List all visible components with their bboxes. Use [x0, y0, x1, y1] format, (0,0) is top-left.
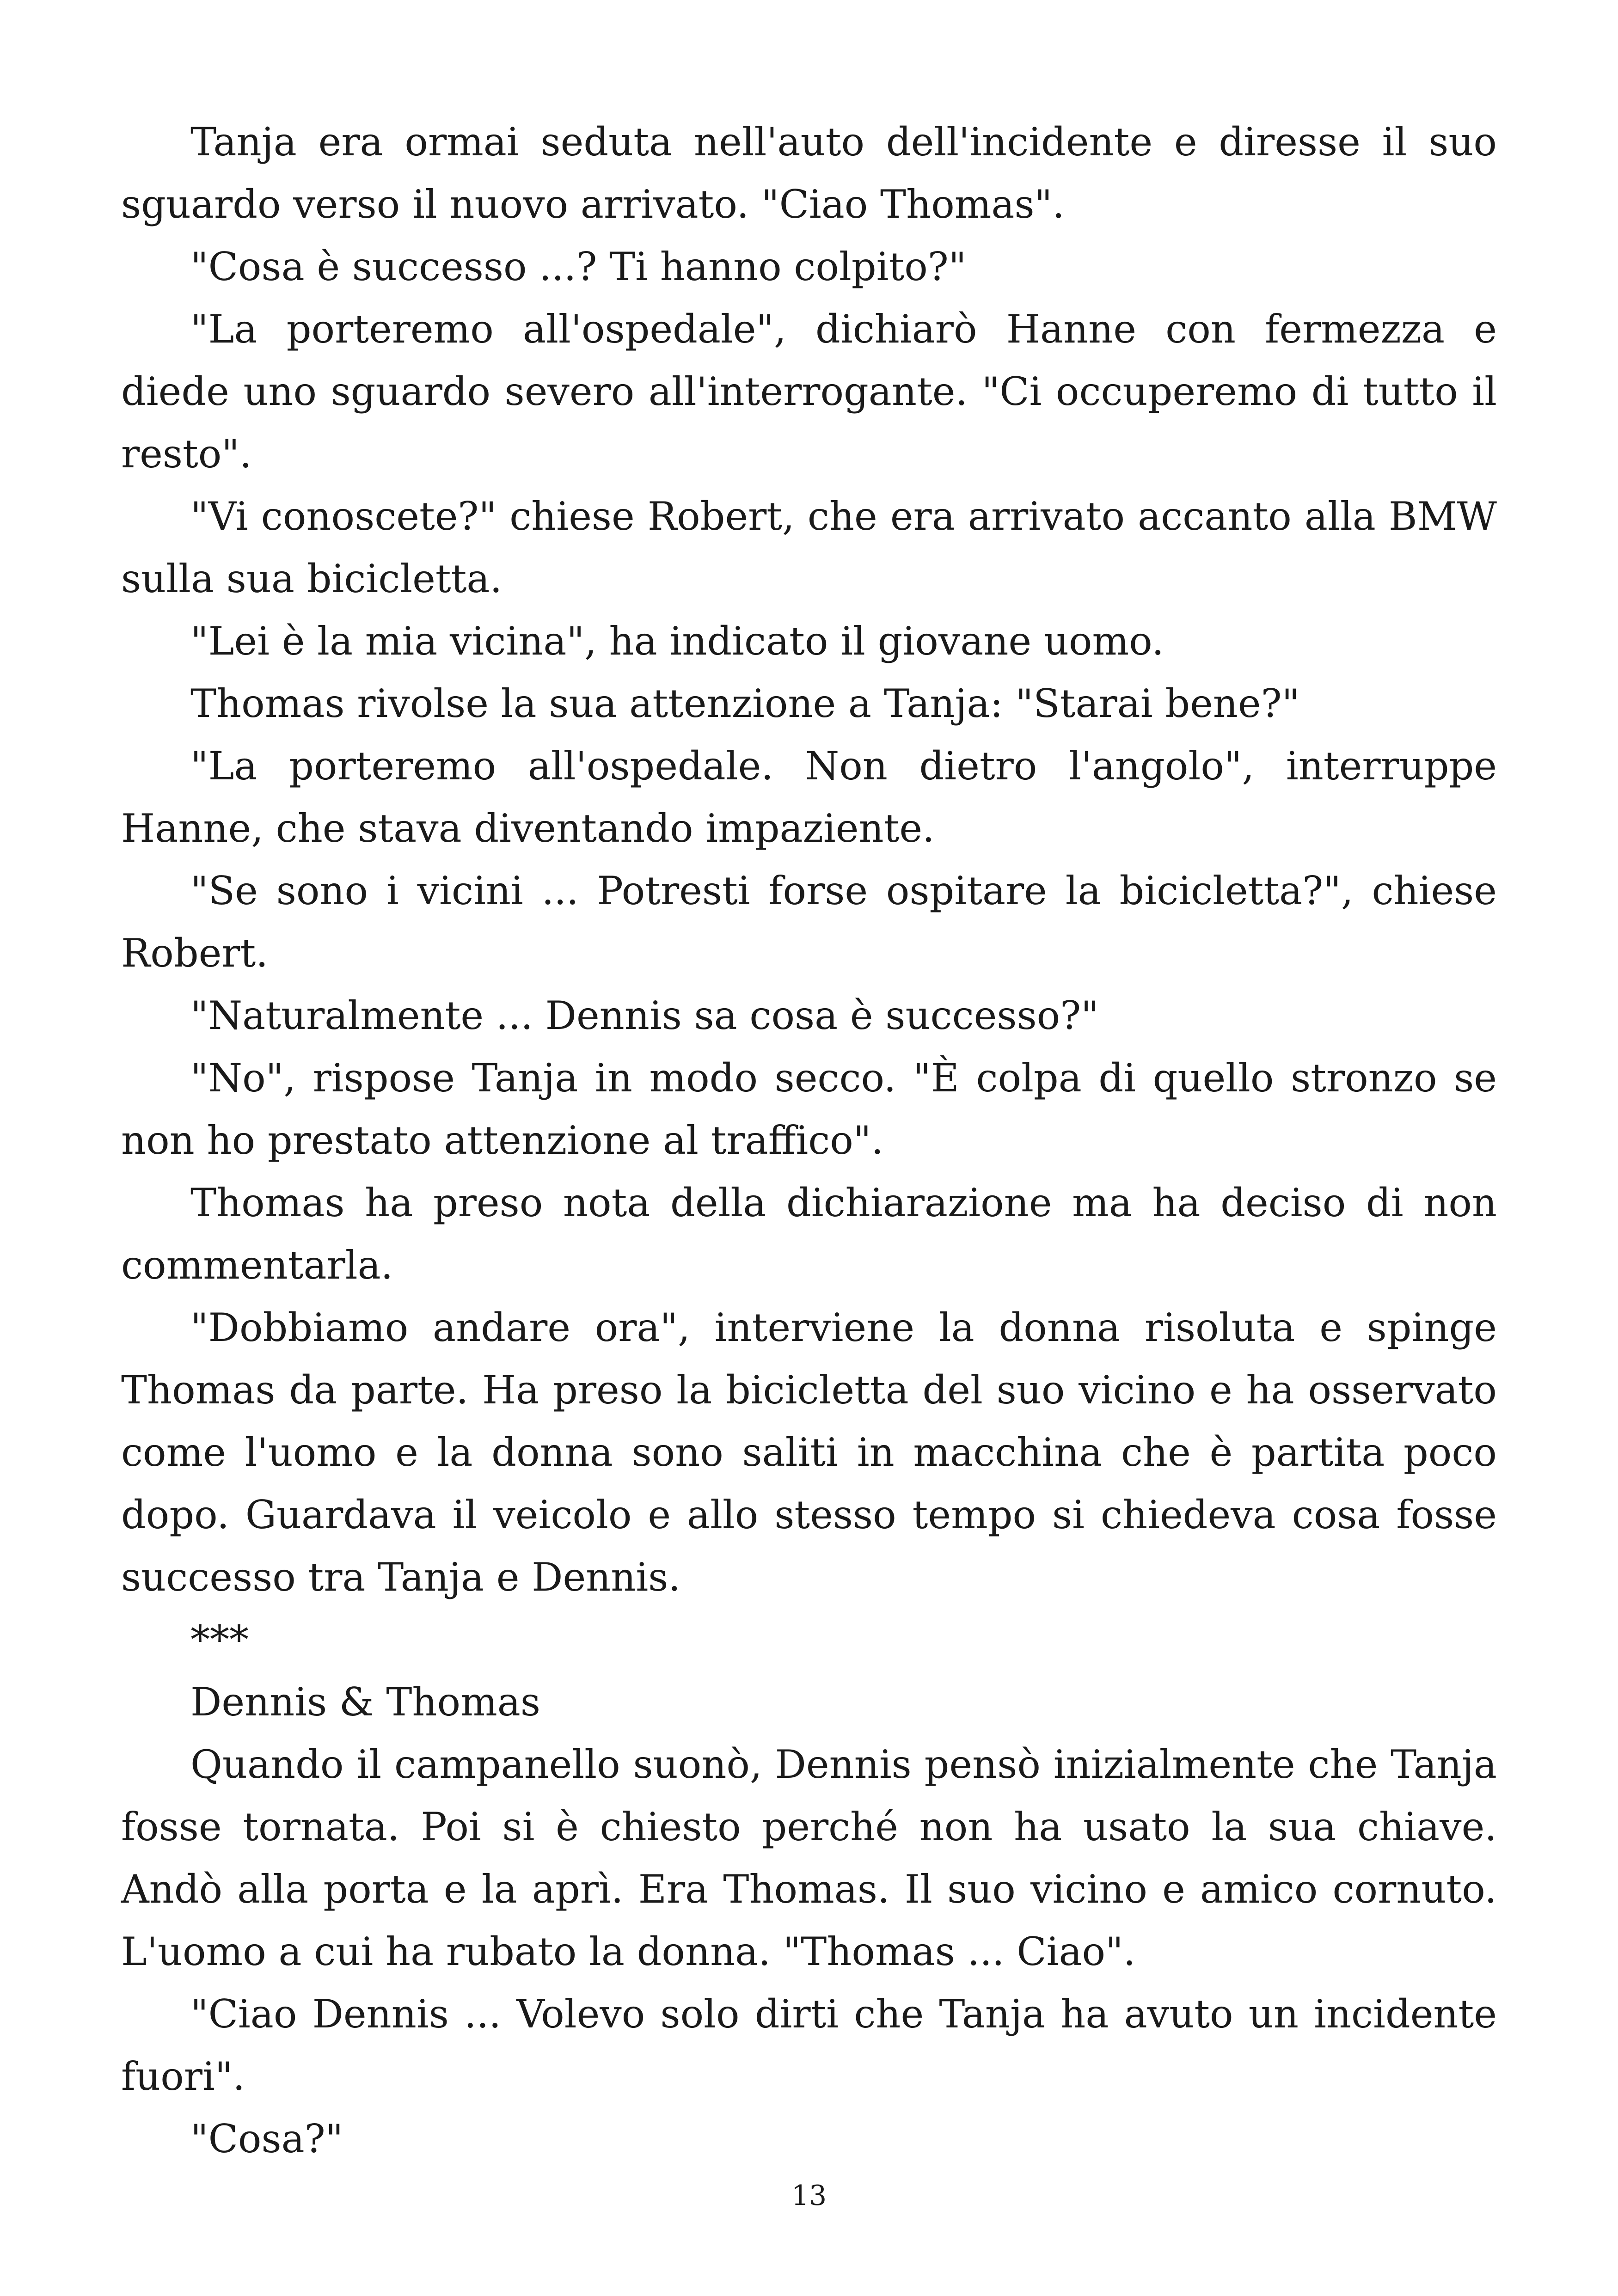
- paragraph: "La porteremo all'ospedale", dichiarò Hanne con fermezza e diede uno sguardo severo all'interrogante. "Ci occuperemo di tutto il resto".: [121, 306, 1509, 477]
- paragraph: "Naturalmente ... Dennis sa cosa è successo?": [190, 993, 1099, 1038]
- paragraph: "Cosa?": [190, 2116, 343, 2161]
- paragraph: Thomas ha preso nota della dichiarazione ma ha deciso di non commentarla.: [121, 1180, 1509, 1288]
- paragraph: Quando il campanello suonò, Dennis pensò inizialmente che Tanja fosse tornata. Poi si è chiesto perché non ha usato la sua chiave. Andò alla porta e la aprì. Era Thomas. Il suo vicino e amico cornuto. L'uomo a cui ha rubato la donna. "Thomas ... Ciao".: [121, 1742, 1509, 1974]
- paragraph: "La porteremo all'ospedale. Non dietro l'angolo", interruppe Hanne, che stava diventando impaziente.: [121, 743, 1509, 851]
- paragraph: Thomas rivolse la sua attenzione a Tanja: "Starai bene?": [190, 681, 1300, 726]
- body-text: [121, 111, 1509, 2170]
- paragraph: "Se sono i vicini ... Potresti forse ospitare la bicicletta?", chiese Robert.: [121, 868, 1509, 976]
- paragraph: "Vi conoscete?" chiese Robert, che era arrivato accanto alla BMW sulla sua bicicletta.: [121, 494, 1509, 601]
- scene-break: ***: [190, 1617, 249, 1662]
- paragraph: "Ciao Dennis ... Volevo solo dirti che Tanja ha avuto un incidente fuori".: [121, 1991, 1509, 2099]
- paragraph: "No", rispose Tanja in modo secco. "È colpa di quello stronzo se non ho prestato attenzione al traffico".: [121, 1055, 1509, 1163]
- paragraph: "Dobbiamo andare ora", interviene la donna risoluta e spinge Thomas da parte. Ha preso la bicicletta del suo vicino e ha osservato come l'uomo e la donna sono saliti in macchina che è partita poco dopo. Guardava il veicolo e allo stesso tempo si chiedeva cosa fosse successo tra Tanja e Dennis.: [121, 1305, 1509, 1600]
- paragraph: "Cosa è successo ...? Ti hanno colpito?": [190, 244, 967, 289]
- page-number: 13: [791, 2180, 827, 2212]
- paragraph: Tanja era ormai seduta nell'auto dell'incidente e diresse il suo sguardo verso il nuovo arrivato. "Ciao Thomas".: [121, 119, 1509, 227]
- paragraph: "Lei è la mia vicina", ha indicato il giovane uomo.: [190, 618, 1164, 664]
- section-heading: Dennis & Thomas: [190, 1679, 540, 1725]
